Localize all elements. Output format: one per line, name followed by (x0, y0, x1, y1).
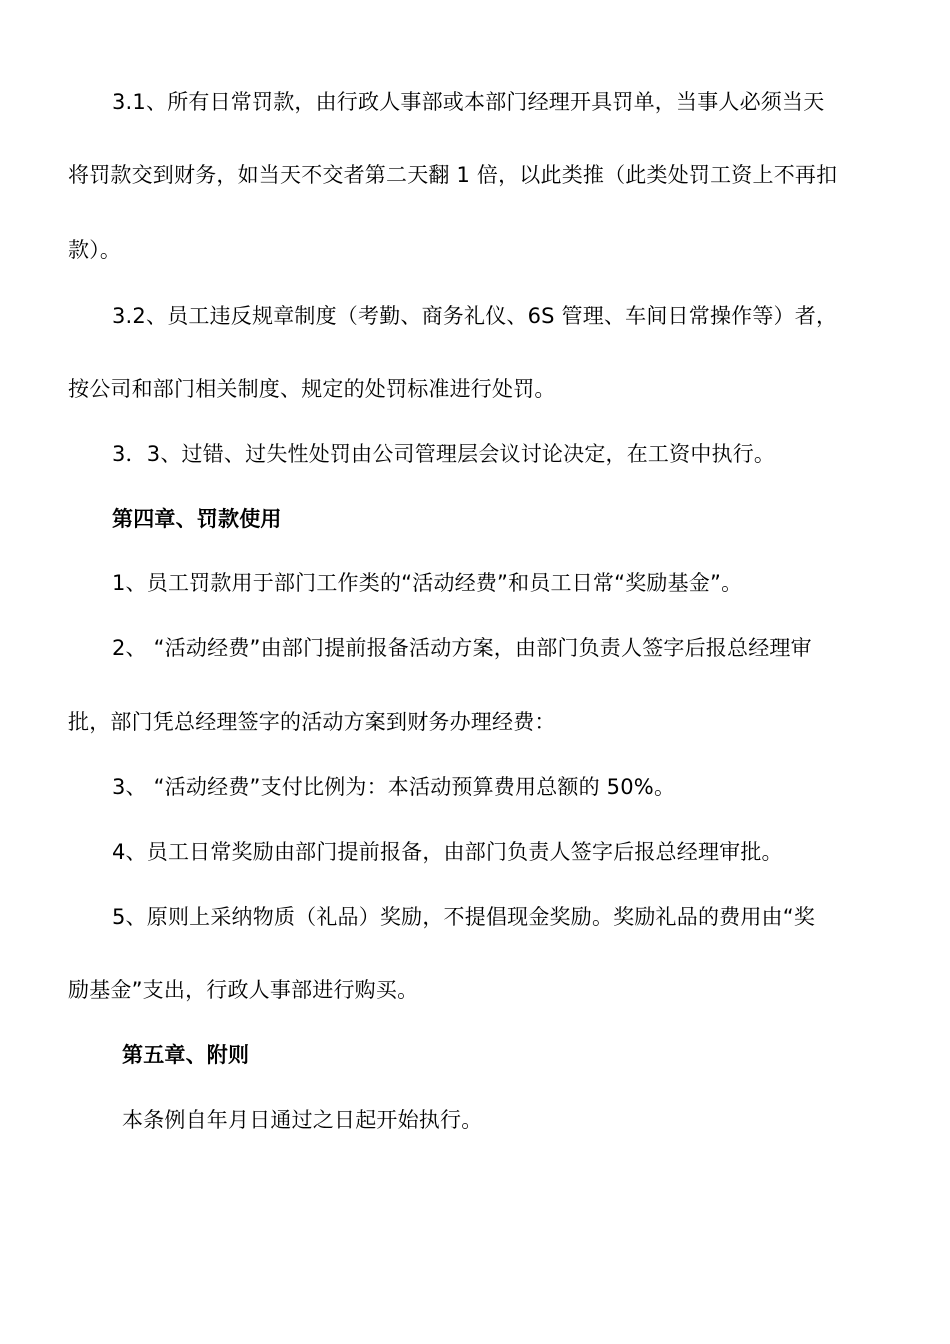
chapter-4-item-3: 3、 “活动经费”支付比例为：本活动预算费用总额的 50%。 (112, 775, 676, 799)
chapter-4-item-1: 1、员工罚款用于部门工作类的“活动经费”和员工日常“奖励基金”。 (112, 571, 743, 595)
chapter-5-body: 本条例自年月日通过之日起开始执行。 (122, 1108, 483, 1132)
para-3-1-line-2: 将罚款交到财务，如当天不交者第二天翻 1 倍，以此类推（此类处罚工资上不再扣 (68, 163, 838, 187)
chapter-4-item-5-line-1: 5、原则上采纳物质（礼品）奖励，不提倡现金奖励。奖励礼品的费用由“奖 (112, 905, 816, 929)
para-3-1-line-3: 款）。 (68, 238, 122, 262)
para-3-2-line-1: 3.2、员工违反规章制度（考勤、商务礼仪、6S 管理、车间日常操作等）者， (112, 304, 838, 328)
chapter-4-item-2-line-2: 批，部门凭总经理签字的活动方案到财务办理经费： (68, 710, 556, 734)
para-3-3-line-1: 3．3、过错、过失性处罚由公司管理层会议讨论决定，在工资中执行。 (112, 442, 776, 466)
para-3-1-line-1: 3.1、所有日常罚款，由行政人事部或本部门经理开具罚单，当事人必须当天 (112, 90, 825, 114)
chapter-4-item-4: 4、员工日常奖励由部门提前报备，由部门负责人签字后报总经理审批。 (112, 840, 783, 864)
para-3-2-line-2: 按公司和部门相关制度、规定的处罚标准进行处罚。 (68, 377, 556, 401)
chapter-4-item-5-line-2: 励基金”支出，行政人事部进行购买。 (68, 978, 419, 1002)
chapter-5-heading: 第五章、附则 (122, 1043, 250, 1067)
chapter-4-heading: 第四章、罚款使用 (112, 507, 282, 531)
chapter-4-item-2-line-1: 2、 “活动经费”由部门提前报备活动方案，由部门负责人签字后报总经理审 (112, 636, 812, 660)
